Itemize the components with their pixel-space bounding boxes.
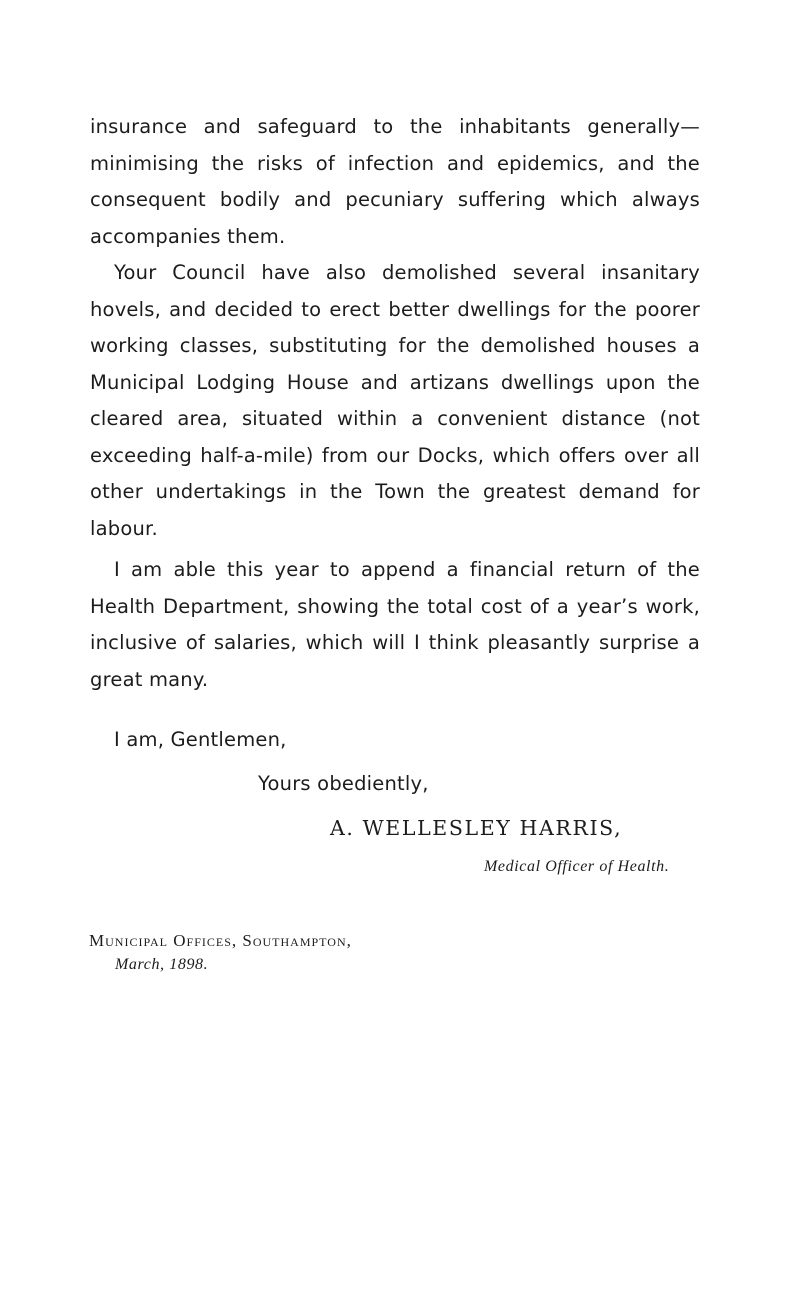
paragraph-council-dwellings: Your Council have also demolished several insanitary hovels, and decided to erect better dwellings for the poorer working classes, substituting for the demolished houses a Municipal Lodging House and artizans dwellings upon the cleared area, situated within a convenient distance (not exceeding half-a-mile) from our Docks, which offers over all other undertakings in the Town the greatest demand for labour. <box>90 261 700 540</box>
paragraph-insurance: insurance and safeguard to the inhabitants generally— minimising the risks of infection and epidemics, and the consequent bodily and pecuniary suffering which always accompanies them. <box>90 115 700 248</box>
paragraph-financial-return: I am able this year to append a financial return of the Health Department, showing the total cost of a year’s work, inclusive of salaries, which will I think pleasantly surprise a great many. <box>90 558 700 691</box>
letter-date: March, 1898. <box>115 956 209 973</box>
signature-name: A. WELLESLEY HARRIS, <box>330 816 623 840</box>
sender-address: Municipal Offices, Southampton, <box>89 931 352 950</box>
valediction: Yours obediently, <box>258 772 429 795</box>
signature-title: Medical Officer of Health. <box>484 858 670 875</box>
salutation: I am, Gentlemen, <box>114 728 287 751</box>
